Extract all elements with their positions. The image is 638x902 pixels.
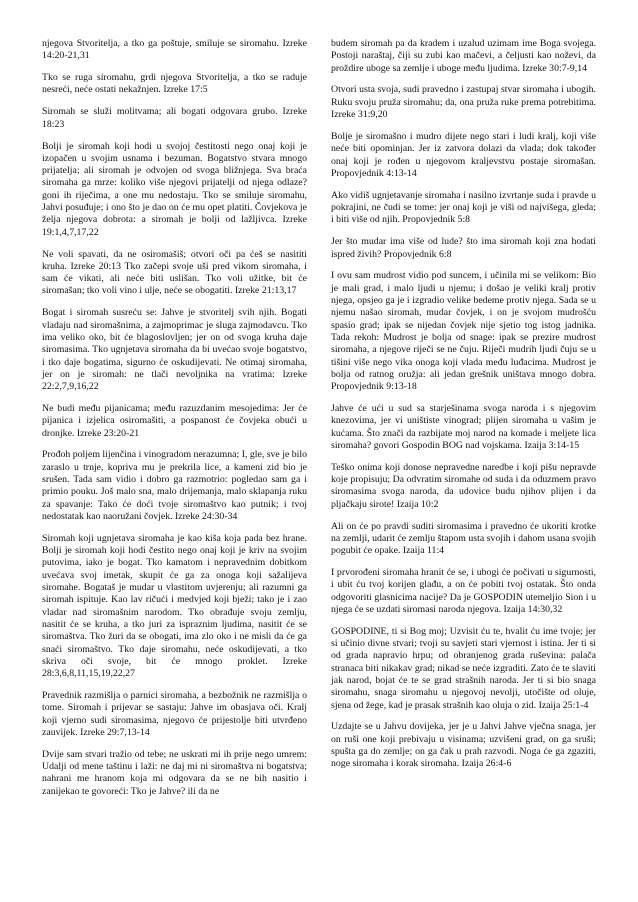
paragraph: I ovu sam mudrost vidio pod suncem, i učinila mi se velikom: Bio je mali grad, i malo ljudi u njemu; i došao je veliki kralj protiv njega, opsjeo ga je i izgradio velike bedeme protiv njega. Sada se u njemu našao siromah, mudar čovjek, i on je svojom mudrošću spasio grad; ipak se nijedan čovjek nije sjetio tog istog jadnika. Tada rekoh: Mudrost je bolja od snage: ipak se prezire mudrost siromaha, a njegove riječi se ne čuju. Riječi mudrih ljudi čuju se u tišini više nego vika onoga koji vlada među luđacima. Mudrost je bolja od ratnog oružja: ali jedan grešnik uništava mnogo dobra. Propovjednik 9:13-18 bbox=[331, 270, 596, 393]
paragraph: Ako vidiš ugnjetavanje siromaha i nasilno izvrtanje suda i pravde u pokrajini, ne čudi se tome: jer onaj koji je viši od najvišega, gleda; i biti više od njih. Propovjednik 5:8 bbox=[331, 189, 596, 226]
paragraph: Prođoh poljem lijenčina i vinogradom nerazumna; I, gle, sve je bilo zaraslo u trnje, kopriva mu je prekrila lice, a kameni zid bio je srušen. Tada sam vidio i dobro ga razmotrio: pogledao sam ga i primio pouku. Još malo sna, malo drijemanja, malo sklapanja ruku za spavanje: Tako će doći tvoje siromaštvo kao putnik; i tvoj nedostatak kao naoružani čovjek. Izreke 24:30-34 bbox=[42, 449, 307, 522]
paragraph: Jahve će ući u sud sa starješinama svoga naroda i s njegovim knezovima, jer vi uništiste vinograd; plijen siromaha u vašim je kućama. Što znači da razbijate moj narod na komade i meljete lica siromaha? govori Gospodin BOG nad vojskama. Izaija 3:14-15 bbox=[331, 402, 596, 451]
paragraph: Ne voli spavati, da ne osiromašiš; otvori oči pa ćeš se nasititi kruha. Izreke 20:13 Tko začepi svoje uši pred vikom siromaha, i sam će vikati, ali neće biti uslišan. Tko voli užitke, bit će siromašan; tko voli vino i ulje, neće se obogatiti. Izreke 21:13,17 bbox=[42, 248, 307, 297]
paragraph: Jer što mudar ima više od lude? što ima siromah koji zna hodati ispred živih? Propovjednik 6:8 bbox=[331, 236, 596, 260]
paragraph: Pravednik razmišlja o parnici siromaha, a bezbožnik ne razmišlja o tome. Siromah i prijevar se sastaju: Jahve im obasjava oči. Kralj koji vjerno sudi siromasima, njegovo će prijestolje biti utvrđeno zauvijek. Izreke 29:7,13-14 bbox=[42, 690, 307, 738]
right-column bbox=[331, 38, 596, 902]
paragraph: budem siromah pa da kradem i uzalud uzimam ime Boga svojega. Postoji naraštaj, čiji su zubi kao mačevi, a čeljusti kao noževi, da proždire uboge sa zemlje i uboge među ljudima. Izreke 30:7-9,14 bbox=[331, 38, 596, 74]
paragraph: Tko se ruga siromahu, grdi njegova Stvoritelja, a tko se raduje nesreći, neće ostati nekažnjen. Izreke 17:5 bbox=[42, 72, 307, 96]
paragraph: Siromah se služi molitvama; ali bogati odgovara grubo. Izreke 18:23 bbox=[42, 106, 307, 130]
paragraph: Ne budi među pijanicama; među razuzdanim mesojedima: Jer će pijanica i izjelica osiromašiti, a pospanost će čovjeka obući u dronjke. Izreke 23:20-21 bbox=[42, 402, 307, 439]
paragraph: Uzdajte se u Jahvu dovijeka, jer je u Jahvi Jahve vječna snaga, jer on ruši one koji prebivaju u visinama; uzvišeni grad, on ga sruši; spušta ga do zemlje; on ga čak u prah razvodi. Noga će ga zgaziti, noge siromaha i korak siromaha. Izaija 26:4-6 bbox=[331, 721, 596, 770]
paragraph: Teško onima koji donose nepravedne naredbe i koji pišu nepravde koje propisuju; Da odvratim siromahe od suda i da oduzmem pravo siromasima svoga naroda, da udovice budu njihov plijen i da pljačkaju sirote! Izaija 10:2 bbox=[331, 461, 596, 510]
paragraph: Bolji je siromah koji hodi u svojoj čestitosti nego onaj koji je izopačen u svojim usnama i bezuman. Bogatstvo stvara mnogo prijatelja; ali siromah je odvojen od svoga bližnjega. Sva braća siromaha ga mrze: koliko više njegovi prijatelji od njega odlaze? goni ih riječima, a one mu nedostaju. Tko se smiluje siromahu, Jahvi posuđuje; i ono što je dao on će mu opet platiti. Čovjekova je želja njegova dobrota: a siromah je bolji od lažljivca. Izreke 19:1,4,7,17,22 bbox=[42, 140, 307, 238]
paragraph: Dvije sam stvari tražio od tebe; ne uskrati mi ih prije nego umrem: Udalji od mene taštinu i laži: ne daj mi ni siromaštva ni bogatstva; nahrani me hranom koja mi odgovara da se ne bih nasitio i zanijekao te govoreći: Tko je Jahve? ili da ne bbox=[42, 748, 307, 797]
paragraph: I prvorođeni siromaha hranit će se, i ubogi će počivati u sigurnosti, i ubit ću tvoj korijen glađu, a on će pobiti tvoj ostatak. Što onda odgovoriti glasnicima nacije? Da je GOSPODIN utemeljio Sion i u njega će se uzdati siromasi naroda njegova. Izaija 14:30,32 bbox=[331, 567, 596, 615]
paragraph: GOSPODINE, ti si Bog moj; Uzvisit ću te, hvalit ću ime tvoje; jer si učinio divne stvari; tvoji su savjeti stari vjernost i istina. Jer ti si od grada napravio hrpu; od obranjenog grada ruševina: palača stranaca biti nikakav grad; nikad se neće izgraditi. Zato će te slaviti jak narod, bojat će te se grad strašnih naroda. Jer ti si bio snaga siromahu, snaga siromahu u njegovoj nevolji, utočište od oluje, sjena od žege, kad je prasak strašnih kao oluja o zid. Izaija 25:1-4 bbox=[331, 625, 596, 711]
paragraph: Bolje je siromašno i mudro dijete nego stari i ludi kralj, koji više neće biti opominjan. Jer iz zatvora dolazi da vlada; dok također onaj koji je rođen u njegovom kraljevstvu postaje siromašan. Propovjednik 4:13-14 bbox=[331, 130, 596, 179]
paragraph: njegova Stvoritelja, a tko ga poštuje, smiluje se siromahu. Izreke 14:20-21,31 bbox=[42, 38, 307, 62]
paragraph: Bogat i siromah susreću se: Jahve je stvoritelj svih njih. Bogati vladaju nad siromašnima, a zajmoprimac je sluga zajmodavcu. Tko ima veliko oko, bit će blagoslovljen; jer on od svoga kruha daje siromasima. Tko ugnjetava siromaha da bi uvećao svoje bogatstvo, i tko daje bogatima, sigurno će oskudijevati. Ne otimaj siromaha, jer on je siromah: ne tlači nevoljnika na vratima: Izreke 22:2,7,9,16,22 bbox=[42, 307, 307, 393]
paragraph: Siromah koji ugnjetava siromaha je kao kiša koja pada bez hrane. Bolji je siromah koji hodi čestito nego onaj koji je kriv na svojim putovima, iako je bogat. Tko kamatom i nepravednim dobitkom uvećava svoj imetak, skupit će ga za onoga koji sažalijeva siromahe. Bogataš je mudar u vlastitom uvjerenju; ali razumni ga siromah ispituje. Kao lav ričući i medvjed koji bježi; tako je i zao vladar nad siromašnim narodom. Tko obrađuje svoju zemlju, nasitit će se kruha, a tko juri za ispraznim ljudima, nasitit će se siromaštva. Tko žuri da se obogati, ima zlo oko i ne misli da će ga snaći siromaštvo. Tko daje siromahu, neće oskudijevati, a tko skriva oči svoje, bit će mnogo proklet. Izreke 28:3,6,8,11,15,19,22,27 bbox=[42, 532, 307, 680]
left-column bbox=[42, 38, 307, 902]
paragraph: Ali on će po pravdi suditi siromasima i pravedno će ukoriti krotke na zemlji, udarit će zemlju štapom usta svojih i dahom usana svojih pogubit će opake. Izaija 11:4 bbox=[331, 520, 597, 557]
paragraph: Otvori usta svoja, sudi pravedno i zastupaj stvar siromaha i ubogih. Ruku svoju pruža siromahu; da, ona pruža ruke prema potrebitima. Izreke 31:9,20 bbox=[331, 84, 596, 121]
